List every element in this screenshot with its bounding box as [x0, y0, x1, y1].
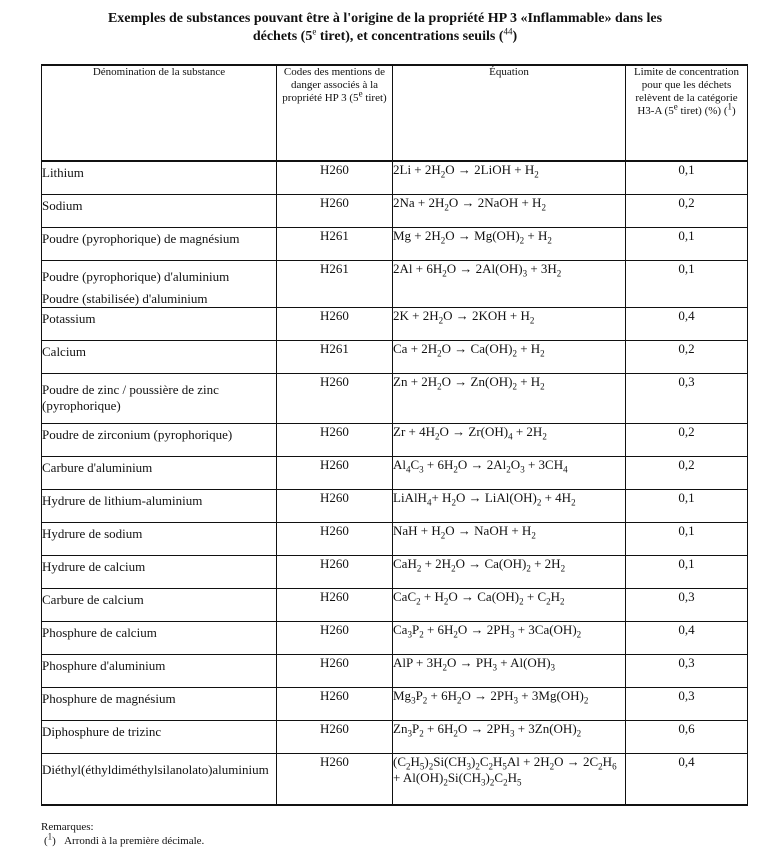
hazard-code-cell: H260 [277, 307, 393, 340]
equation-cell: $Al_4C_3 + 6H_2O \to 2Al_2O_3 + 3CH_4$ [393, 456, 626, 489]
equation-cell: $2Na + 2H_2O$ → 2NaOH + $H_2$ [393, 194, 626, 227]
document-title [60, 10, 710, 46]
substance-name-cell: Hydrure de sodium [42, 522, 277, 555]
title-line-2-start: déchets (5 [252, 29, 313, 44]
table-row [42, 307, 748, 340]
table-row [42, 753, 748, 805]
table-row [42, 588, 748, 621]
equation-cell: $Mg_3P_2 + 6H_2O \to 2PH_3 + 3Mg(OH)_2$ [393, 687, 626, 720]
substance-name-cell: Diphosphure de trizinc [42, 720, 277, 753]
concentration-limit-cell: 0,1 [626, 555, 748, 588]
hazard-code-cell: H260 [277, 753, 393, 805]
table-header-row [42, 65, 748, 161]
title-line-2-middle: tiret), et concentrations seuils ( [316, 29, 504, 44]
substance-name-cell: Poudre (pyrophorique) d'aluminium Poudre (stabilisée) d'aluminium [42, 260, 277, 307]
substance-name-cell: Lithium [42, 161, 277, 194]
concentration-limit-cell: 0,1 [626, 161, 748, 194]
hazard-code-cell: H260 [277, 161, 393, 194]
equation-cell: $CaH_2 + 2H_2O \to Ca(OH)_2 + 2H_2$ [393, 555, 626, 588]
equation-cell: $Zn_3P_2 + 6H_2O \to 2PH_3 + 3Zn(OH)_2$ [393, 720, 626, 753]
substance-name-cell: Poudre de zirconium (pyrophorique) [42, 423, 277, 456]
substance-name-cell: Sodium [42, 194, 277, 227]
table-row [42, 654, 748, 687]
substance-name-cell: Phosphure d'aluminium [42, 654, 277, 687]
title-ordinal-sup: e [312, 26, 317, 37]
concentration-limit-cell: 0,2 [626, 194, 748, 227]
concentration-limit-cell: 0,4 [626, 621, 748, 654]
hazard-code-cell: H261 [277, 227, 393, 260]
concentration-limit-cell: 0,3 [626, 654, 748, 687]
header-substance-name: Dénomination de la substance [42, 65, 277, 161]
footnote-1: ($^1$) Arrondi à la première décimale. [44, 831, 205, 847]
equation-cell: $Ca + 2H_2O \to Ca(OH)_2 + H_2$ [393, 340, 626, 373]
substance-name-cell: Poudre (pyrophorique) de magnésium [42, 227, 277, 260]
equation-cell: $Zn + 2H_2O \to Zn(OH)_2 + H_2$ [393, 373, 626, 423]
equation-cell: $Ca_3P_2 + 6H_2O \to 2PH_3 + 3Ca(OH)_2$ [393, 621, 626, 654]
table-row [42, 194, 748, 227]
table-row [42, 161, 748, 194]
table-row [42, 456, 748, 489]
table-row [42, 687, 748, 720]
table-row [42, 227, 748, 260]
substance-name-cell: Diéthyl(éthyldiméthylsilanolato)aluminium [42, 753, 277, 805]
equation-cell: AlP + $3H_2O \to PH_3 + Al(OH)_3$ [393, 654, 626, 687]
table-row [42, 260, 748, 307]
equation-cell: $2K + 2H_2O \to 2KOH + H_2$ [393, 307, 626, 340]
hazard-code-cell: H260 [277, 654, 393, 687]
concentration-limit-cell: 0,3 [626, 687, 748, 720]
hazard-code-cell: H260 [277, 423, 393, 456]
header-equation: Équation [393, 65, 626, 161]
header-concentration-limit: Limite de concentration pour que les déchets relèvent de la catégorie H3-A (5e tiret) (%) ($^1$) [626, 65, 748, 161]
hazard-code-cell: H260 [277, 373, 393, 423]
substance-name-cell: Potassium [42, 307, 277, 340]
table-row [42, 522, 748, 555]
concentration-limit-cell: 0,4 [626, 307, 748, 340]
table-body [42, 161, 748, 805]
equation-cell: $2Al + 6H_2O \to 2Al(OH)_3 + 3H_2$ [393, 260, 626, 307]
hazard-code-cell: H261 [277, 340, 393, 373]
concentration-limit-cell: 0,6 [626, 720, 748, 753]
hazard-code-cell: H260 [277, 194, 393, 227]
concentration-limit-cell: 0,1 [626, 489, 748, 522]
hazard-code-cell: H260 [277, 489, 393, 522]
substance-name-cell: Phosphure de calcium [42, 621, 277, 654]
equation-cell: $Mg + 2H_2O \to Mg(OH)_2 + H_2$ [393, 227, 626, 260]
hazard-code-cell: H260 [277, 621, 393, 654]
equation-cell: $Zr + 4H_2O \to Zr(OH)_4 + 2H_2$ [393, 423, 626, 456]
substance-name-cell: Carbure de calcium [42, 588, 277, 621]
equation-cell: $2Li + 2H_2O$ → 2LiOH + $H_2$ [393, 161, 626, 194]
hazard-code-cell: H260 [277, 687, 393, 720]
equation-cell: $CaC_2 + H_2O \to Ca(OH)_2 + C_2H_2$ [393, 588, 626, 621]
concentration-limit-cell: 0,2 [626, 456, 748, 489]
remarks-section [41, 820, 204, 848]
table-row [42, 621, 748, 654]
equation-cell: $(C_2H_5)_2Si(CH_3)_2C_2H_5Al + 2H_2O \to 2C_2H_6 + Al(OH)_2Si(CH_3)_2C_2H_5$ [393, 753, 626, 805]
hazard-code-cell: H260 [277, 588, 393, 621]
equation-cell: NaH + $H_2O$ → NaOH + $H_2$ [393, 522, 626, 555]
title-line-2-end: ) [512, 29, 518, 44]
hazard-code-cell: H261 [277, 260, 393, 307]
concentration-limit-cell: 0,1 [626, 227, 748, 260]
table-row [42, 373, 748, 423]
title-line-2 [60, 28, 710, 46]
concentration-limit-cell: 0,1 [626, 260, 748, 307]
substance-name-cell: Calcium [42, 340, 277, 373]
substance-name-cell: Phosphure de magnésium [42, 687, 277, 720]
hazard-code-cell: H260 [277, 720, 393, 753]
hazard-code-cell: H260 [277, 456, 393, 489]
table-row [42, 423, 748, 456]
title-line-1: Exemples de substances pouvant être à l'origine de la propriété HP 3 «Inflammable» dans les [107, 11, 663, 26]
table-row [42, 489, 748, 522]
concentration-limit-cell: 0,3 [626, 588, 748, 621]
hazard-code-cell: H260 [277, 522, 393, 555]
remarks-heading: Remarques: [41, 821, 94, 833]
concentration-limit-cell: 0,3 [626, 373, 748, 423]
substance-name-cell: Carbure d'aluminium [42, 456, 277, 489]
hazard-code-cell: H260 [277, 555, 393, 588]
concentration-limit-cell: 0,2 [626, 340, 748, 373]
equation-cell: LiAlH$_4$+ $H_2O$ → $LiAl(OH)_2 + 4H_2$ [393, 489, 626, 522]
substance-name-cell: Hydrure de lithium-aluminium [42, 489, 277, 522]
footnote-ref: 44 [503, 26, 513, 37]
table-row [42, 340, 748, 373]
concentration-limit-cell: 0,2 [626, 423, 748, 456]
concentration-limit-cell: 0,4 [626, 753, 748, 805]
substance-name-cell: Hydrure de calcium [42, 555, 277, 588]
header-hazard-codes: Codes des mentions de danger associés à la propriété HP 3 (5e tiret) [277, 65, 393, 161]
concentration-limit-cell: 0,1 [626, 522, 748, 555]
table-row [42, 555, 748, 588]
substances-table [41, 64, 748, 806]
substance-name-cell: Poudre de zinc / poussière de zinc (pyrophorique) [42, 373, 277, 423]
table-row [42, 720, 748, 753]
